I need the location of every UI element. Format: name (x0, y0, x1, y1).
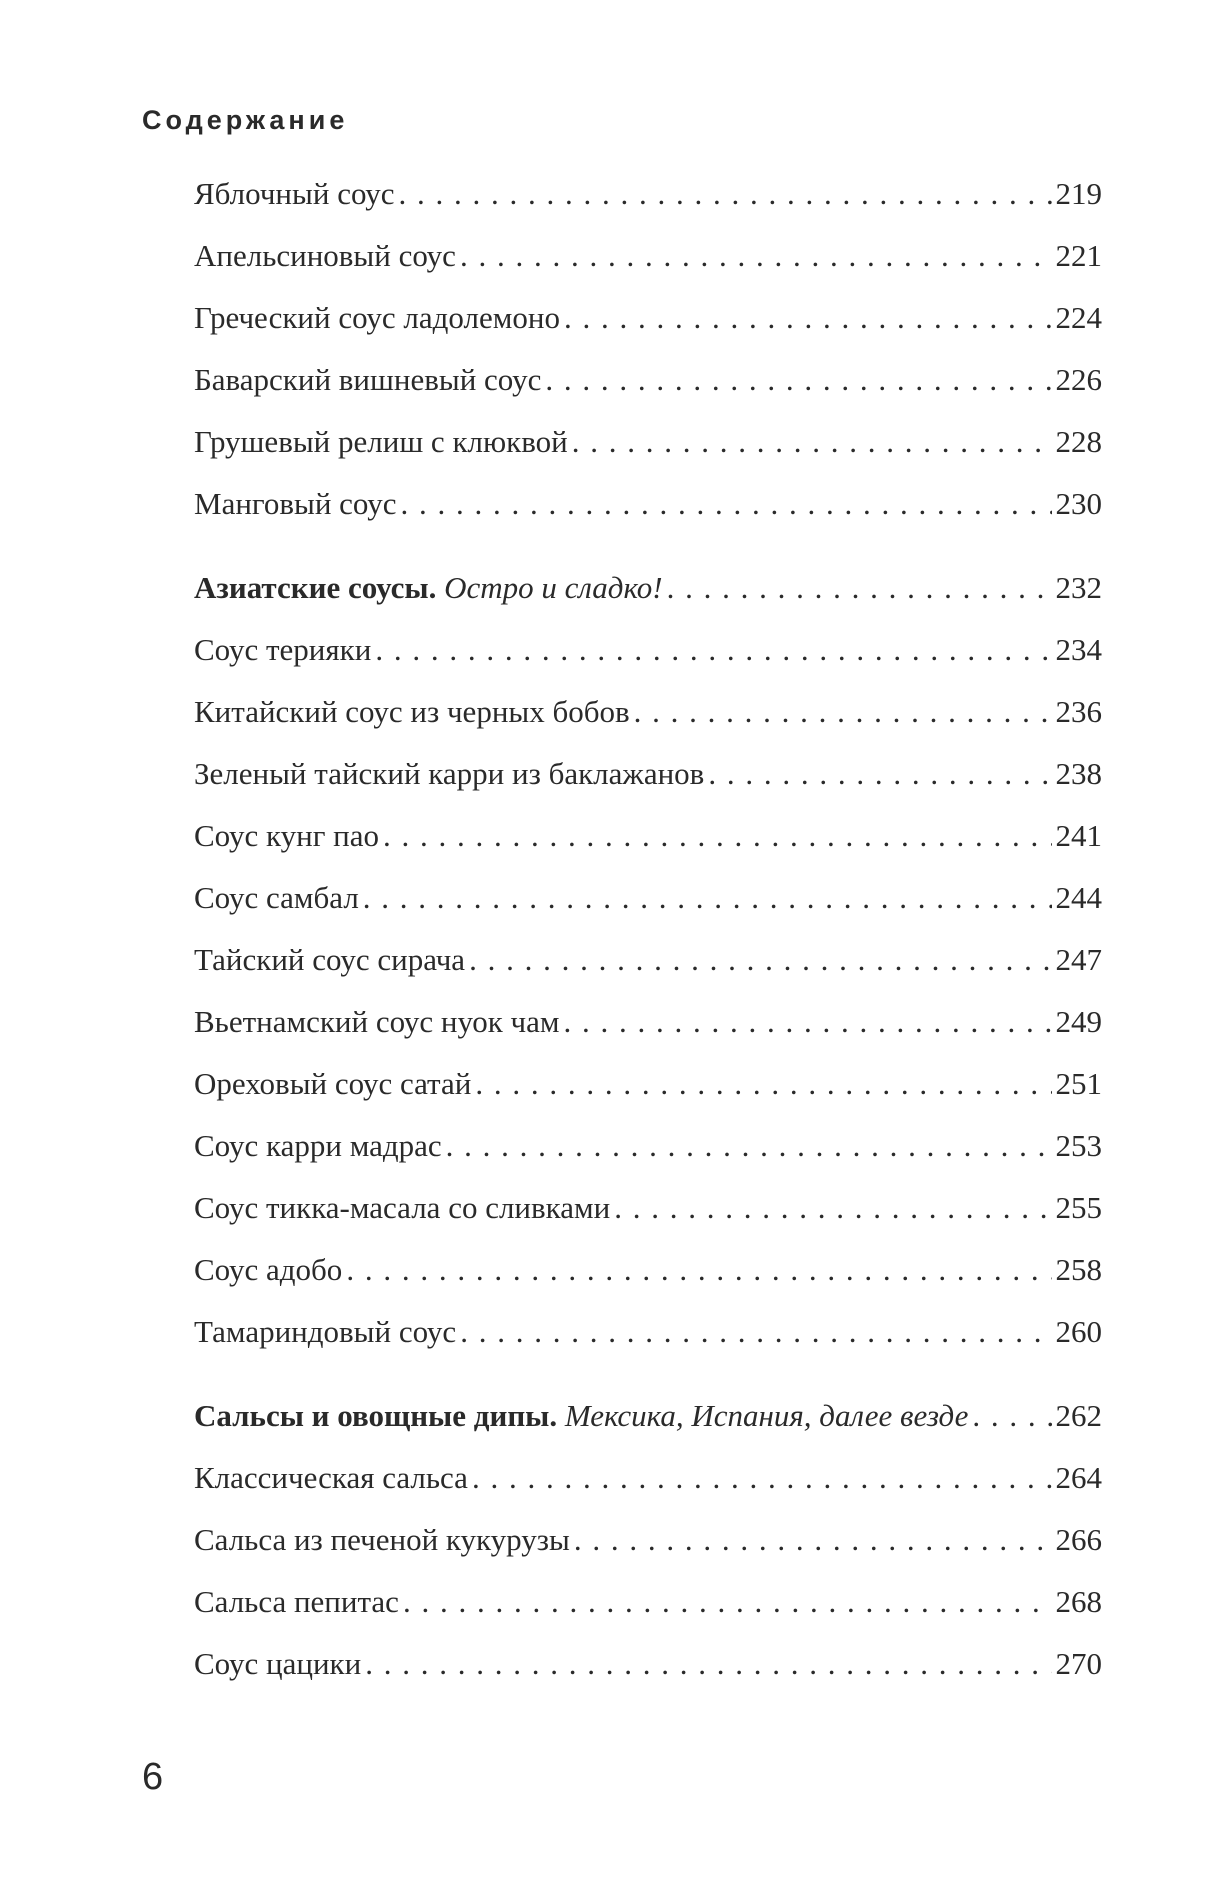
toc-section-asian (194, 568, 1102, 1374)
toc-entry[interactable] (194, 1312, 1102, 1374)
toc-entry-title: Ореховый соус сатай (194, 1066, 472, 1101)
toc-entry-page: 236 (1055, 694, 1102, 729)
toc-entry-title: Зеленый тайский карри из баклажанов (194, 756, 705, 791)
toc-entry-page: 258 (1055, 1252, 1102, 1287)
dot-leader (574, 1520, 1052, 1560)
toc-entry-title: Греческий соус ладолемоно (194, 300, 560, 335)
dot-leader (972, 1396, 1051, 1436)
dot-leader (383, 816, 1051, 856)
toc-entry-title: Соус тикка-масала со сливками (194, 1190, 611, 1225)
toc-entry-title: Китайский соус из черных бобов (194, 694, 630, 729)
dot-leader (399, 174, 1052, 214)
dot-leader (346, 1250, 1051, 1290)
dot-leader (545, 360, 1051, 400)
dot-leader (446, 1126, 1052, 1166)
toc-entry[interactable] (194, 816, 1102, 878)
dot-leader (475, 1064, 1051, 1104)
toc-entry[interactable] (194, 1064, 1102, 1126)
dot-leader (708, 754, 1051, 794)
dot-leader (365, 1644, 1051, 1684)
toc-entry-page: 221 (1055, 238, 1102, 273)
dot-leader (572, 422, 1052, 462)
toc-entry-page: 268 (1055, 1584, 1102, 1619)
toc-entry[interactable] (194, 236, 1102, 298)
toc-entry-title: Соус адобо (194, 1252, 343, 1287)
dot-leader (403, 1582, 1052, 1622)
toc-entry[interactable] (194, 1582, 1102, 1644)
toc-entry[interactable] (194, 1520, 1102, 1582)
toc-entry[interactable] (194, 878, 1102, 940)
toc-section-title (194, 568, 663, 608)
toc-entry[interactable] (194, 940, 1102, 1002)
toc-entry-page: 219 (1055, 176, 1102, 211)
toc-entry[interactable] (194, 422, 1102, 484)
toc-entry-page: 255 (1055, 1190, 1102, 1225)
toc-entry-page: 270 (1055, 1646, 1102, 1681)
section-title-bold: Сальсы и овощные дипы. (194, 1398, 558, 1433)
toc-entry-page: 249 (1055, 1004, 1102, 1039)
dot-leader (375, 630, 1051, 670)
toc-entry-title: Соус терияки (194, 632, 372, 667)
toc-entry-title: Грушевый релиш с клюквой (194, 424, 568, 459)
toc-entry-title: Сальса из печеной кукурузы (194, 1522, 570, 1557)
toc-entry[interactable] (194, 1458, 1102, 1520)
toc-entry-title: Соус самбал (194, 880, 359, 915)
toc-entry[interactable] (194, 360, 1102, 422)
dot-leader (460, 236, 1052, 276)
dot-leader (564, 298, 1052, 338)
toc-section-title (194, 1396, 968, 1436)
toc-section-page: 232 (1055, 570, 1102, 605)
toc-entry[interactable] (194, 1644, 1102, 1706)
toc-entry-page: 238 (1055, 756, 1102, 791)
toc-entry-page: 266 (1055, 1522, 1102, 1557)
toc-entry[interactable] (194, 1250, 1102, 1312)
toc-entry[interactable] (194, 484, 1102, 546)
toc-entry-page: 230 (1055, 486, 1102, 521)
toc-entry-title: Тайский соус сирача (194, 942, 466, 977)
toc-entry-page: 241 (1055, 818, 1102, 853)
toc-entry-page: 244 (1055, 880, 1102, 915)
toc-entry-page: 247 (1055, 942, 1102, 977)
toc-section-header[interactable] (194, 1396, 1102, 1458)
toc-entry-page: 228 (1055, 424, 1102, 459)
toc-entry-title: Соус цацики (194, 1646, 362, 1681)
toc-entry-page: 234 (1055, 632, 1102, 667)
toc-section-header[interactable] (194, 568, 1102, 630)
toc-entry-page: 251 (1055, 1066, 1102, 1101)
toc-entry-title: Манговый соус (194, 486, 397, 521)
toc-section-fruit (194, 174, 1102, 546)
dot-leader (564, 1002, 1052, 1042)
toc-entry-title: Яблочный соус (194, 176, 395, 211)
toc-entry-title: Соус карри мадрас (194, 1128, 442, 1163)
table-of-contents (194, 174, 1102, 1706)
toc-entry-title: Тамариндовый соус (194, 1314, 457, 1349)
toc-entry-page: 253 (1055, 1128, 1102, 1163)
dot-leader (469, 940, 1051, 980)
toc-entry-title: Классическая сальса (194, 1460, 468, 1495)
toc-entry-page: 260 (1055, 1314, 1102, 1349)
page-heading: Содержание (142, 105, 349, 135)
toc-entry-page: 224 (1055, 300, 1102, 335)
toc-entry[interactable] (194, 298, 1102, 360)
dot-leader (634, 692, 1052, 732)
toc-entry-title: Соус кунг пао (194, 818, 380, 853)
toc-entry[interactable] (194, 630, 1102, 692)
page-number: 6 (142, 1756, 164, 1798)
toc-entry[interactable] (194, 692, 1102, 754)
toc-section-salsas (194, 1396, 1102, 1706)
toc-entry[interactable] (194, 754, 1102, 816)
dot-leader (460, 1312, 1051, 1352)
toc-entry[interactable] (194, 1002, 1102, 1064)
section-title-italic: Остро и сладко! (444, 570, 663, 605)
dot-leader (472, 1458, 1052, 1498)
section-title-italic: Мексика, Испания, далее везде (564, 1398, 969, 1433)
toc-entry-page: 264 (1055, 1460, 1102, 1495)
toc-entry[interactable] (194, 1188, 1102, 1250)
toc-section-page: 262 (1055, 1398, 1102, 1433)
toc-entry-title: Вьетнамский соус нуок чам (194, 1004, 560, 1039)
toc-entry-title: Сальса пепитас (194, 1584, 399, 1619)
toc-entry[interactable] (194, 1126, 1102, 1188)
dot-leader (363, 878, 1052, 918)
dot-leader (401, 484, 1052, 524)
toc-entry-title: Баварский вишневый соус (194, 362, 542, 397)
dot-leader (614, 1188, 1051, 1228)
section-title-bold: Азиатские соусы. (194, 570, 437, 605)
toc-entry[interactable] (194, 174, 1102, 236)
toc-entry-title: Апельсиновый соус (194, 238, 456, 273)
dot-leader (667, 568, 1052, 608)
toc-entry-page: 226 (1055, 362, 1102, 397)
